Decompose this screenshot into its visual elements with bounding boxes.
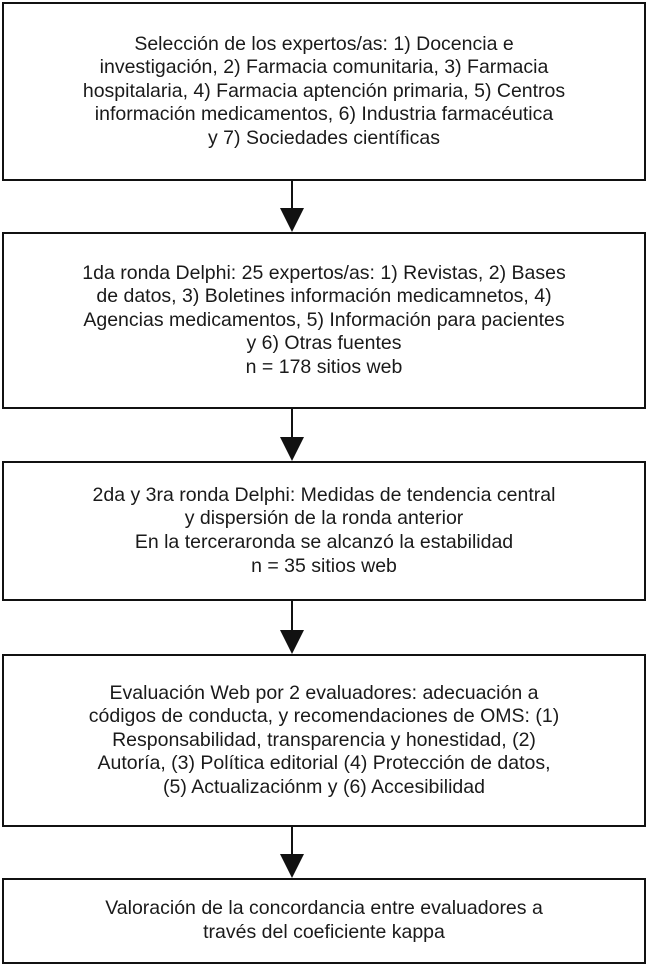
step-3-line-3: En la terceraronda se alcanzó la estabilidad xyxy=(134,531,514,553)
step-4-line-2: códigos de conducta, y recomendaciones de OMS: (1) xyxy=(88,705,560,728)
flow-step-1-box xyxy=(2,2,646,181)
flow-arrow-2 xyxy=(280,409,304,461)
step-3-line-1: 2da y 3ra ronda Delphi: Medidas de tendencia central xyxy=(92,483,556,506)
step-2-line-1: 1da ronda Delphi: 25 expertos/as: 1) Revistas, 2) Bases xyxy=(82,261,566,284)
step-2-line-5: n = 178 sitios web xyxy=(245,355,403,378)
flow-step-4-box xyxy=(2,654,646,827)
arrow-4-head-icon xyxy=(280,854,304,878)
step-5-line-1: Valoración de la concordancia entre evaluadores a xyxy=(105,897,543,920)
step-5-line-2: través del coeficiente kappa xyxy=(203,921,445,943)
step-1-line-2: investigación, 2) Farmacia comunitaria, 3) Farmacia xyxy=(99,56,549,79)
step-4-line-1: Evaluación Web por 2 evaluadores: adecuación a xyxy=(109,681,539,704)
arrow-1-shaft xyxy=(291,181,293,209)
arrow-2-head-icon xyxy=(280,437,304,461)
step-2-line-3: Agencias medicamentos, 5) Información para pacientes xyxy=(83,308,565,331)
arrow-3-shaft xyxy=(291,601,293,631)
step-1-line-4: información medicamentos, 6) Industria farmacéutica xyxy=(94,103,554,126)
flow-step-5-box xyxy=(2,878,646,964)
flow-step-2-box xyxy=(2,232,646,409)
step-1-line-3: hospitalaria, 4) Farmacia aptención primaria, 5) Centros xyxy=(82,79,566,102)
flow-arrow-1 xyxy=(280,181,304,232)
step-2-line-4: y 6) Otras fuentes xyxy=(246,332,402,355)
step-4-line-3: Responsabilidad, transparencia y honestidad, (2) xyxy=(112,728,536,751)
arrow-2-shaft xyxy=(291,409,293,438)
flow-arrow-3 xyxy=(280,601,304,654)
arrow-1-head-icon xyxy=(280,208,304,232)
step-4-line-5: (5) Actualizaciónm y (6) Accesibilidad xyxy=(163,775,485,798)
step-3-line-2: y dispersión de la ronda anterior xyxy=(184,507,464,530)
flow-arrow-4 xyxy=(280,827,304,878)
step-1-line-1: Selección de los expertos/as: 1) Docencia e xyxy=(134,32,514,55)
arrow-4-shaft xyxy=(291,827,293,855)
step-2-line-2: de datos, 3) Boletines información medicamnetos, 4) xyxy=(96,285,552,308)
flow-step-3-box xyxy=(2,461,646,601)
step-4-line-4: Autoría, (3) Política editorial (4) Protección de datos, xyxy=(97,752,551,775)
step-3-line-4: n = 35 sitios web xyxy=(251,554,397,577)
arrow-3-head-icon xyxy=(280,630,304,654)
step-1-line-5: y 7) Sociedades científicas xyxy=(208,126,440,149)
